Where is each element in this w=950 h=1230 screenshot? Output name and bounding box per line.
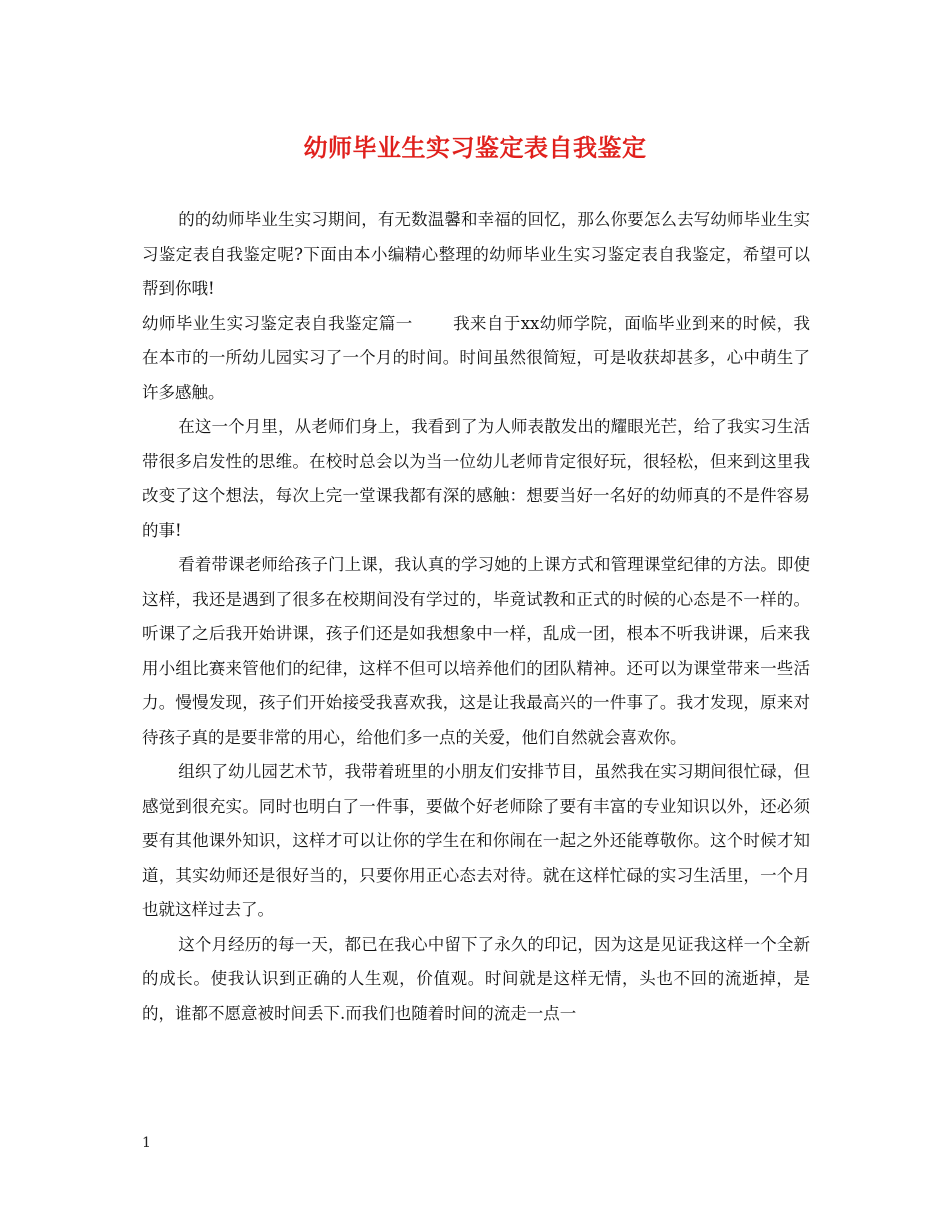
page-number: 1 bbox=[142, 1135, 151, 1151]
intro-paragraph: 的的幼师毕业生实习期间，有无数温馨和幸福的回忆，那么你要怎么去写幼师毕业生实习鉴定表自我鉴定呢?下面由本小编精心整理的幼师毕业生实习鉴定表自我鉴定，希望可以帮到你哦! bbox=[142, 210, 810, 298]
body-paragraph: 这个月经历的每一天，都已在我心中留下了永久的印记，因为这是见证我这样一个全新的成长。使我认识到正确的人生观，价值观。时间就是这样无情，头也不回的流逝掉，是的，谁都不愿意被时间丢下.而我们也随着时间的流走一点一 bbox=[142, 934, 810, 1023]
section-first-text: 我来自于xx幼师学院，面临毕业到来的时候，我在本市的一所幼儿园实习了一个月的时间。时间虽然很简短，可是收获却甚多，心中萌生了许多感触。 bbox=[142, 313, 810, 402]
body-paragraph: 看着带课老师给孩子门上课，我认真的学习她的上课方式和管理课堂纪律的方法。即使这样，我还是遇到了很多在校期间没有学过的，毕竟试教和正式的时候的心态是不一样的。听课了之后我开始讲课，孩子们还是如我想象中一样，乱成一团，根本不听我讲课，后来我用小组比赛来管他们的纪律，这样不但可以培养他们的团队精神。还可以为课堂带来一些活力。慢慢发现，孩子们开始接受我喜欢我，这是让我最高兴的一件事了。我才发现，原来对待孩子真的是要非常的用心，给他们多一点的关爱，他们自然就会喜欢你。 bbox=[142, 555, 810, 747]
document-body bbox=[142, 203, 810, 1031]
document-title: 幼师毕业生实习鉴定表自我鉴定 bbox=[303, 133, 647, 162]
section-heading: 幼师毕业生实习鉴定表自我鉴定篇一 bbox=[142, 313, 413, 333]
section-first-paragraph bbox=[142, 307, 810, 411]
body-paragraph: 组织了幼儿园艺术节，我带着班里的小朋友们安排节目，虽然我在实习期间很忙碌，但感觉到很充实。同时也明白了一件事，要做个好老师除了要有丰富的专业知识以外，还必须要有其他课外知识，这样才可以让你的学生在和你闹在一起之外还能尊敬你。这个时候才知道，其实幼师还是很好当的，只要你用正心态去对待。就在这样忙碌的实习生活里，一个月也就这样过去了。 bbox=[142, 762, 810, 919]
body-paragraph: 在这一个月里，从老师们身上，我看到了为人师表散发出的耀眼光芒，给了我实习生活带很多启发性的思维。在校时总会以为当一位幼儿老师肯定很好玩，很轻松，但来到这里我改变了这个想法，每次上完一堂课我都有深的感触：想要当好一名好的幼师真的不是件容易的事! bbox=[142, 417, 810, 540]
